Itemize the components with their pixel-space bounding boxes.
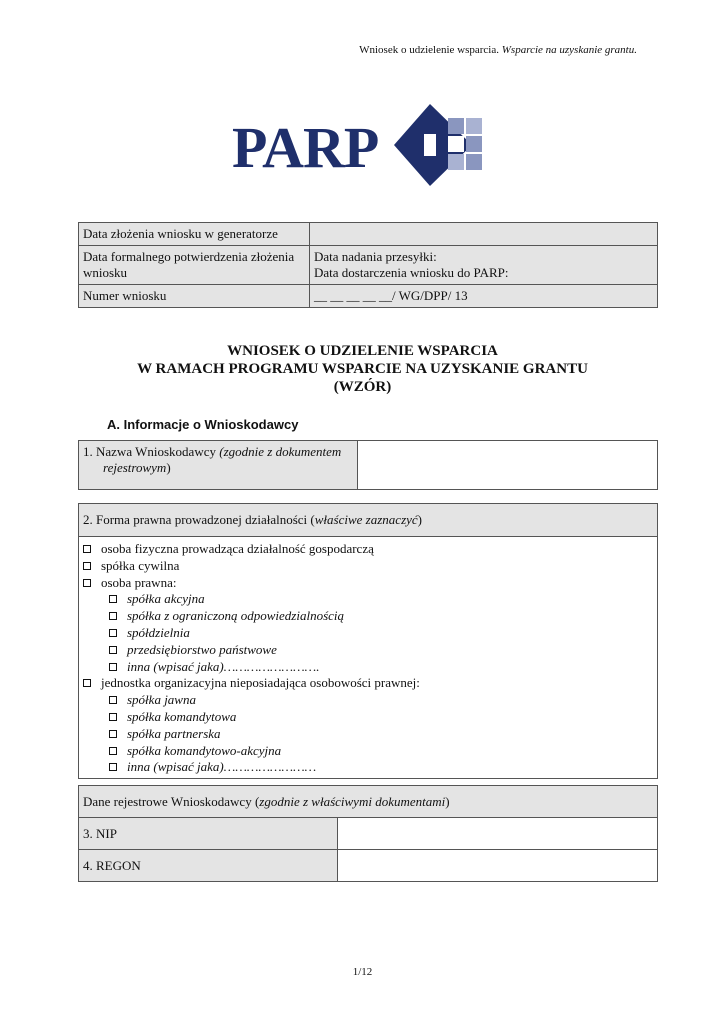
checkbox-icon[interactable]: [109, 730, 117, 738]
legal-form-label: 2. Forma prawna prowadzonej działalności (właściwe zaznaczyć): [79, 504, 658, 537]
submission-date-field[interactable]: [310, 223, 658, 246]
checkbox-icon[interactable]: [109, 763, 117, 771]
legal-form-option[interactable]: [83, 726, 653, 743]
legal-form-option-label: spółka jawna: [127, 692, 196, 708]
regon-label: 4. REGON: [79, 850, 338, 882]
header-text-italic: Wsparcie na uzyskanie grantu.: [501, 44, 637, 56]
running-header: [359, 44, 637, 56]
applicant-name-label: 1. Nazwa Wnioskodawcy (zgodnie z dokumentem rejestrowym): [79, 441, 358, 490]
checkbox-icon[interactable]: [83, 579, 91, 587]
legal-form-option[interactable]: [83, 659, 653, 676]
application-number-label: Numer wniosku: [79, 285, 310, 308]
checkbox-icon[interactable]: [109, 612, 117, 620]
legal-form-option-label: przedsiębiorstwo państwowe: [127, 641, 277, 657]
document-title: [0, 342, 725, 396]
nip-label: 3. NIP: [79, 818, 338, 850]
page-number: 1/12: [352, 966, 373, 978]
legal-form-option-label: osoba prawna:: [101, 574, 177, 590]
legal-form-option[interactable]: [83, 743, 653, 760]
parp-logo: [232, 100, 502, 190]
legal-form-option-label: spółka z ograniczoną odpowiedzialnością: [127, 608, 345, 624]
title-line-3: (WZÓR): [333, 379, 392, 395]
legal-form-option[interactable]: [83, 575, 653, 592]
shipment-date-label: Data nadania przesyłki:: [314, 249, 437, 264]
header-text: Wniosek o udzielenie wsparcia.: [359, 44, 502, 56]
checkbox-icon[interactable]: [109, 595, 117, 603]
legal-form-option-label: spółka akcyjna: [127, 591, 205, 607]
checkbox-icon[interactable]: [109, 646, 117, 654]
applicant-name-field[interactable]: [358, 441, 658, 490]
checkbox-icon[interactable]: [83, 562, 91, 570]
legal-form-option-label: spółka partnerska: [127, 725, 221, 741]
title-line-1: WNIOSEK O UDZIELENIE WSPARCIA: [227, 343, 498, 359]
legal-form-option[interactable]: [83, 759, 653, 776]
submission-date-label: Data złożenia wniosku w generatorze: [79, 223, 310, 246]
legal-form-option-label: spółka cywilna: [101, 557, 180, 573]
logo-wordmark: PARP: [232, 115, 379, 180]
formal-confirmation-field[interactable]: [310, 246, 658, 285]
application-number-field[interactable]: __ __ __ __ __/ WG/DPP/ 13: [310, 285, 658, 308]
registry-data-table: [78, 785, 658, 882]
legal-form-option[interactable]: [83, 692, 653, 709]
title-line-2: W RAMACH PROGRAMU WSPARCIE NA UZYSKANIE GRANTU: [137, 361, 588, 377]
checkbox-icon[interactable]: [83, 679, 91, 687]
legal-form-option[interactable]: [83, 608, 653, 625]
legal-form-table: [78, 503, 658, 779]
legal-form-option[interactable]: [83, 541, 653, 558]
nip-field[interactable]: [338, 818, 658, 850]
checkbox-icon[interactable]: [83, 545, 91, 553]
submission-info-table: [78, 222, 658, 308]
legal-form-option[interactable]: [83, 642, 653, 659]
legal-form-option[interactable]: [83, 591, 653, 608]
legal-form-option[interactable]: [83, 625, 653, 642]
legal-form-option-label: spółka komandytowo-akcyjna: [127, 742, 282, 758]
legal-form-option-label: spółka komandytowa: [127, 708, 237, 724]
delivery-date-label: Data dostarczenia wniosku do PARP:: [314, 265, 509, 280]
regon-field[interactable]: [338, 850, 658, 882]
legal-form-option[interactable]: [83, 709, 653, 726]
legal-form-option-label: inna (wpisać jaka)……………………: [127, 759, 317, 775]
legal-form-option[interactable]: [83, 675, 653, 692]
applicant-name-table: [78, 440, 658, 490]
legal-form-option-label: spółdzielnia: [127, 624, 190, 640]
logo-diamond-icon: [394, 100, 494, 190]
legal-form-option-label: jednostka organizacyjna nieposiadająca osobowości prawnej:: [101, 675, 420, 691]
legal-form-option-label: inna (wpisać jaka)…………………….: [127, 658, 320, 674]
checkbox-icon[interactable]: [109, 663, 117, 671]
checkbox-icon[interactable]: [109, 713, 117, 721]
legal-form-option[interactable]: [83, 558, 653, 575]
legal-form-options: [79, 537, 658, 779]
checkbox-icon[interactable]: [109, 747, 117, 755]
formal-confirmation-label: Data formalnego potwierdzenia złożenia wniosku: [79, 246, 310, 285]
checkbox-icon[interactable]: [109, 696, 117, 704]
registry-heading: Dane rejestrowe Wnioskodawcy (zgodnie z właściwymi dokumentami): [79, 786, 658, 818]
section-a-heading: A. Informacje o Wnioskodawcy: [107, 417, 299, 432]
checkbox-icon[interactable]: [109, 629, 117, 637]
legal-form-option-label: osoba fizyczna prowadząca działalność gospodarczą: [101, 541, 374, 556]
